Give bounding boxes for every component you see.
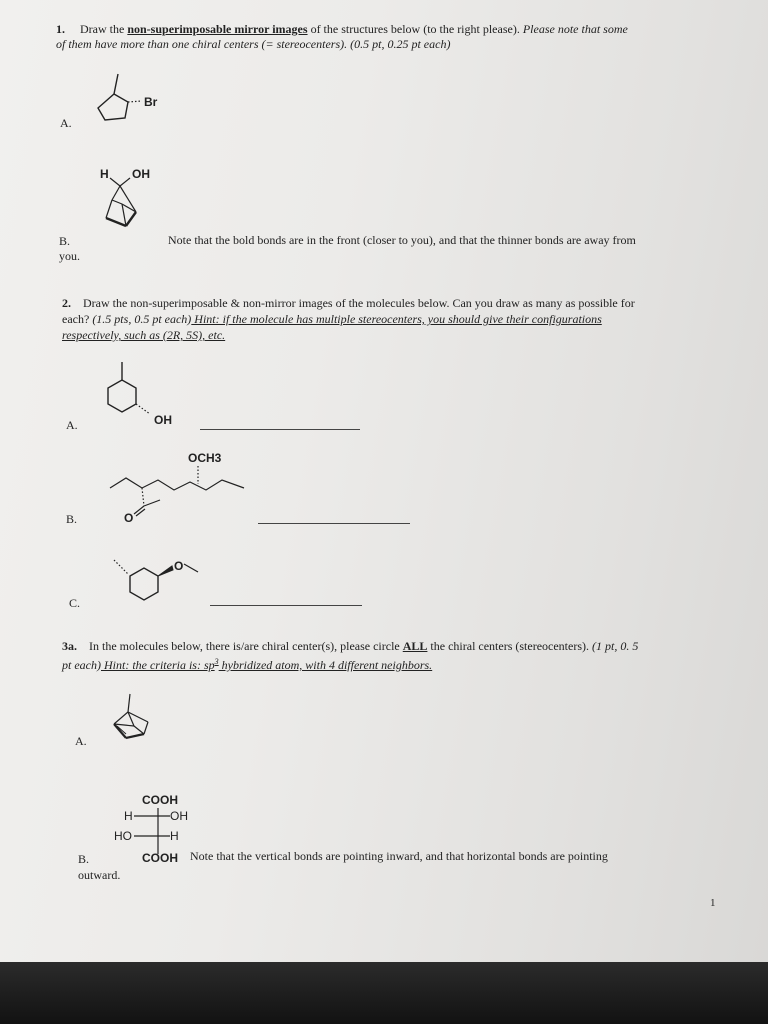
q3-number: 3a. (62, 639, 77, 653)
q2-b-label: B. (66, 512, 78, 526)
q3-text-post: the chiral centers (stereocenters). (427, 639, 592, 653)
q2-b-molecule (108, 448, 258, 528)
q3-hint-sup: 3 (214, 657, 219, 666)
q3-line1 (62, 639, 638, 653)
q3-a-label: A. (75, 734, 87, 748)
q2-a-label: A. (66, 418, 78, 432)
q1-b-note-2: you. (59, 249, 80, 263)
q2-hint-2: respectively, such as (2R, 5S), etc. (62, 328, 226, 342)
q1-a-molecule (90, 68, 180, 128)
q3-text-pre: In the molecules below, there is/are chiral center(s), please circle (89, 639, 403, 653)
q3-points: (1 pt, 0. 5 (592, 639, 639, 653)
q2-b-o-label: O (124, 511, 134, 525)
q1-b-molecule (96, 160, 176, 240)
page-number: 1 (710, 897, 716, 909)
q1-number: 1. (56, 22, 65, 36)
q2-a-oh-label: OH (154, 413, 172, 427)
desk-surface (0, 962, 768, 1024)
q1-text-emph: non-superimposable mirror images (127, 22, 308, 36)
q2-c-label: C. (69, 596, 81, 610)
q3-hint-pre: Hint: the criteria is: sp (100, 658, 215, 672)
q2-c-molecule (112, 550, 222, 610)
fischer-r1-left: H (124, 809, 133, 823)
q2-c-answer-line (210, 605, 362, 606)
q2-b-answer-line (258, 523, 410, 524)
q1-text-post: of the structures below (to the right please). (307, 22, 523, 36)
q1-a-br-label: Br (144, 95, 158, 109)
q2-c-o-label: O (174, 559, 184, 573)
q3-hint-post: hybridized atom, with 4 different neighbors. (218, 658, 433, 672)
q1-b-label: B. (59, 234, 71, 248)
q3-points-2: pt each) (62, 658, 101, 672)
q1-b-note: Note that the bold bonds are in the front (closer to you), and that the thinner bonds are away from (168, 233, 636, 247)
q1-b-h-label: H (100, 167, 109, 181)
fischer-top: COOH (142, 793, 178, 807)
q2-a-answer-line (200, 429, 360, 430)
q1-text-pre: Draw the (80, 22, 128, 36)
q1-line2: of them have more than one chiral centers (= stereocenters). (0.5 pt, 0.25 pt each) (56, 37, 451, 51)
q2-b-och3-label: OCH3 (188, 451, 222, 465)
fischer-bottom: COOH (142, 851, 178, 865)
q2-line1 (62, 296, 635, 310)
q1-line1 (56, 22, 628, 36)
q3-b-note: Note that the vertical bonds are pointing inward, and that horizontal bonds are pointing (190, 849, 608, 863)
q3-b-note-2: outward. (78, 868, 121, 882)
q2-a-molecule (100, 358, 190, 433)
q3-b-label: B. (78, 852, 90, 866)
q3-line2 (62, 655, 432, 672)
q2-text-1: Draw the non-superimposable & non-mirror images of the molecules below. Can you draw as many as possible for (83, 296, 635, 310)
q1-b-oh-label: OH (132, 167, 150, 181)
q3-a-molecule (104, 686, 164, 746)
fischer-r1-right: OH (170, 809, 188, 823)
q3-all: ALL (402, 639, 428, 653)
q1-a-label: A. (60, 116, 72, 130)
q1-text-italic: Please note that some (522, 22, 628, 36)
q2-line2 (62, 312, 602, 326)
q2-number: 2. (62, 296, 71, 310)
q2-points: (1.5 pts, 0.5 pt each) (92, 312, 192, 326)
q3-b-fischer (110, 790, 190, 870)
fischer-r2-left: HO (114, 829, 132, 843)
q2-text-2-pre: each? (62, 312, 93, 326)
fischer-r2-right: H (170, 829, 179, 843)
q2-hint: Hint: if the molecule has multiple stereocenters, you should give their configurations (191, 312, 602, 326)
